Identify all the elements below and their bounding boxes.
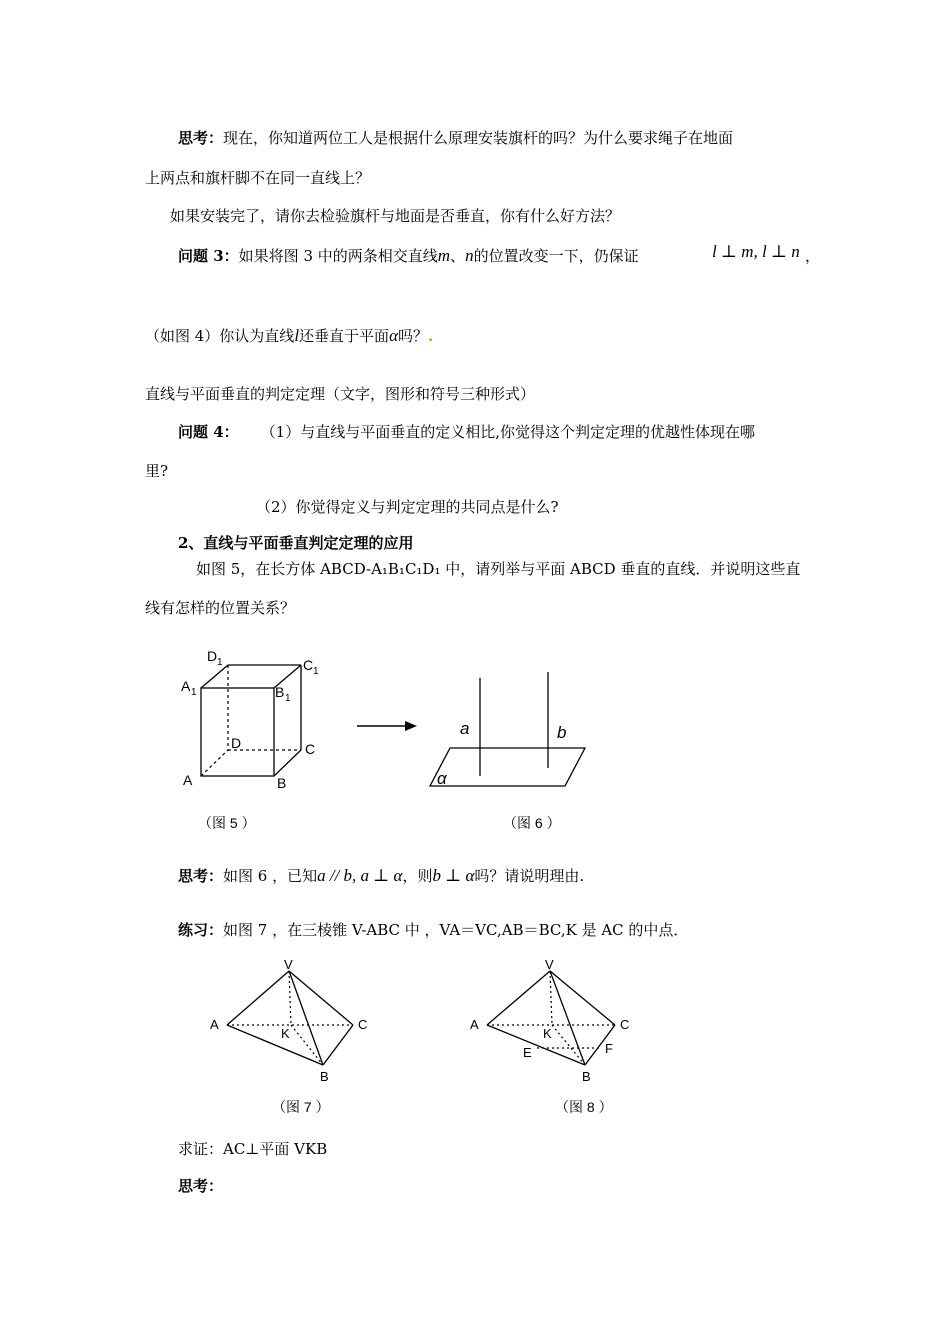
label-A1: A	[181, 678, 191, 694]
example-5-line2: 线有怎样的位置关系？	[145, 599, 296, 617]
figure-5-caption: （图 5 ）	[198, 815, 256, 831]
separator: 、	[450, 247, 466, 265]
hidden-edge-kb	[552, 1025, 585, 1065]
label-A: A	[183, 772, 193, 788]
label-B: B	[277, 775, 287, 791]
q3b-text-a: （如图 4）你认为直线	[145, 327, 295, 345]
think-text-line1: 现在，你知道两位工人是根据什么原理安装旗杆的吗？为什么要求绳子在地面	[223, 129, 734, 147]
question-4-label: 问题 4：	[178, 423, 239, 441]
label-F: F	[605, 1041, 613, 1056]
label-B1-sub: 1	[285, 693, 291, 704]
figure-5-cuboid	[175, 645, 335, 795]
label-C1-sub: 1	[313, 666, 319, 677]
prove-statement: 求证：AC⊥平面 VKB	[178, 1140, 328, 1158]
label-a: a	[460, 719, 470, 738]
figure-6-caption: （图 6 ）	[503, 815, 561, 831]
label-V: V	[284, 957, 293, 972]
section-2-text: 2、直线与平面垂直判定定理的应用	[178, 534, 414, 552]
question-4-text-1: （1）与直线与平面垂直的定义相比,你觉得这个判定定理的优越性体现在哪	[260, 423, 755, 441]
edge-va	[487, 971, 550, 1025]
think-text-line2: 上两点和旗杆脚不在同一直线上？	[145, 169, 371, 187]
label-B: B	[320, 1069, 329, 1084]
accent-dot: .	[428, 327, 434, 345]
question-4-text-2: 里?	[145, 462, 169, 480]
practice-paragraph	[178, 920, 688, 940]
edge-ab	[227, 1025, 323, 1065]
question-3	[178, 246, 639, 266]
formula-l-perp-mn: l ⊥ m, l ⊥ n	[712, 242, 800, 261]
hidden-edge-vk	[289, 971, 291, 1025]
label-A: A	[210, 1017, 219, 1032]
think-2-text-c: 吗？请说明理由.	[474, 867, 585, 885]
figure-7-caption: （图 7 ）	[272, 1099, 330, 1115]
think-paragraph-3	[178, 1176, 223, 1196]
hidden-edge-vk	[550, 971, 552, 1025]
question-3-continued	[145, 326, 433, 346]
label-C: C	[305, 741, 316, 757]
var-n: n	[465, 246, 474, 265]
think-2-label: 思考：	[178, 867, 224, 885]
label-K: K	[543, 1026, 552, 1041]
question-4	[178, 422, 755, 442]
figure-8-pyramid	[465, 955, 640, 1085]
figure-7-pyramid	[205, 955, 375, 1085]
figure-8-caption: （图 8 ）	[555, 1099, 613, 1115]
edge-b-c	[274, 750, 301, 776]
section-2-heading	[178, 533, 413, 553]
edge-ab	[487, 1025, 585, 1065]
plane-alpha	[430, 748, 585, 786]
label-V: V	[545, 957, 554, 972]
label-D: D	[231, 735, 242, 751]
think-3-label: 思考：	[178, 1177, 224, 1195]
q3b-text-c: 吗？	[398, 327, 429, 345]
label-B1: B	[275, 684, 285, 700]
theorem-heading: 直线与平面垂直的判定定理（文字，图形和符号三种形式）	[145, 385, 536, 403]
var-l: l	[294, 326, 300, 345]
example-5-line1: 如图 5，在长方体 ABCD-A₁B₁C₁D₁ 中，请列举与平面 ABCD 垂直的直线．并说明这些直	[196, 560, 801, 578]
edge-a1-d1	[201, 665, 228, 688]
label-K: K	[281, 1026, 290, 1041]
formula-a-parallel-b: a // b, a ⊥ α	[317, 866, 403, 885]
var-alpha: α	[389, 326, 398, 345]
label-C: C	[358, 1017, 368, 1032]
label-B: B	[582, 1069, 591, 1084]
think-paragraph-2	[178, 866, 584, 886]
label-b: b	[557, 723, 567, 742]
label-alpha: α	[437, 769, 447, 788]
edge-va	[227, 971, 289, 1025]
edge-cb	[323, 1025, 353, 1065]
check-paragraph: 如果安装完了，请你去检验旗杆与地面是否垂直，你有什么好方法？	[170, 207, 621, 225]
think-2-text-a: 如图 6 ，已知	[223, 867, 318, 885]
q3b-text-b: 还垂直于平面	[299, 327, 390, 345]
think-paragraph-1	[178, 128, 733, 148]
think-2-text-b: ，则	[402, 867, 433, 885]
label-D1: D	[207, 648, 218, 664]
front-face	[201, 688, 274, 776]
formula-comma: ，	[805, 247, 821, 265]
label-A: A	[470, 1017, 479, 1032]
practice-text: 如图 7 ，在三棱锥 V-ABC 中 ，VA＝VC,AB＝BC,K 是 AC 的中点．	[223, 921, 689, 939]
formula-b-perp-alpha: b ⊥ α	[432, 866, 475, 885]
var-m: m	[437, 246, 451, 265]
question-3-text-a: 如果将图 3 中的两条相交直线	[238, 247, 438, 265]
question-4-text-3: （2）你觉得定义与判定定理的共同点是什么?	[256, 498, 559, 516]
practice-label: 练习：	[178, 921, 224, 939]
label-E: E	[523, 1045, 532, 1060]
hidden-edge-a-d	[201, 750, 228, 776]
arrow-icon	[355, 718, 420, 734]
label-A1-sub: 1	[191, 687, 197, 698]
figure-6-plane	[420, 670, 595, 795]
think-label: 思考：	[178, 129, 224, 147]
question-3-label: 问题 3：	[178, 247, 239, 265]
label-D1-sub: 1	[217, 657, 223, 668]
question-3-text-b: 的位置改变一下，仍保证	[473, 247, 639, 265]
label-C: C	[620, 1017, 630, 1032]
label-C1: C	[303, 657, 314, 673]
